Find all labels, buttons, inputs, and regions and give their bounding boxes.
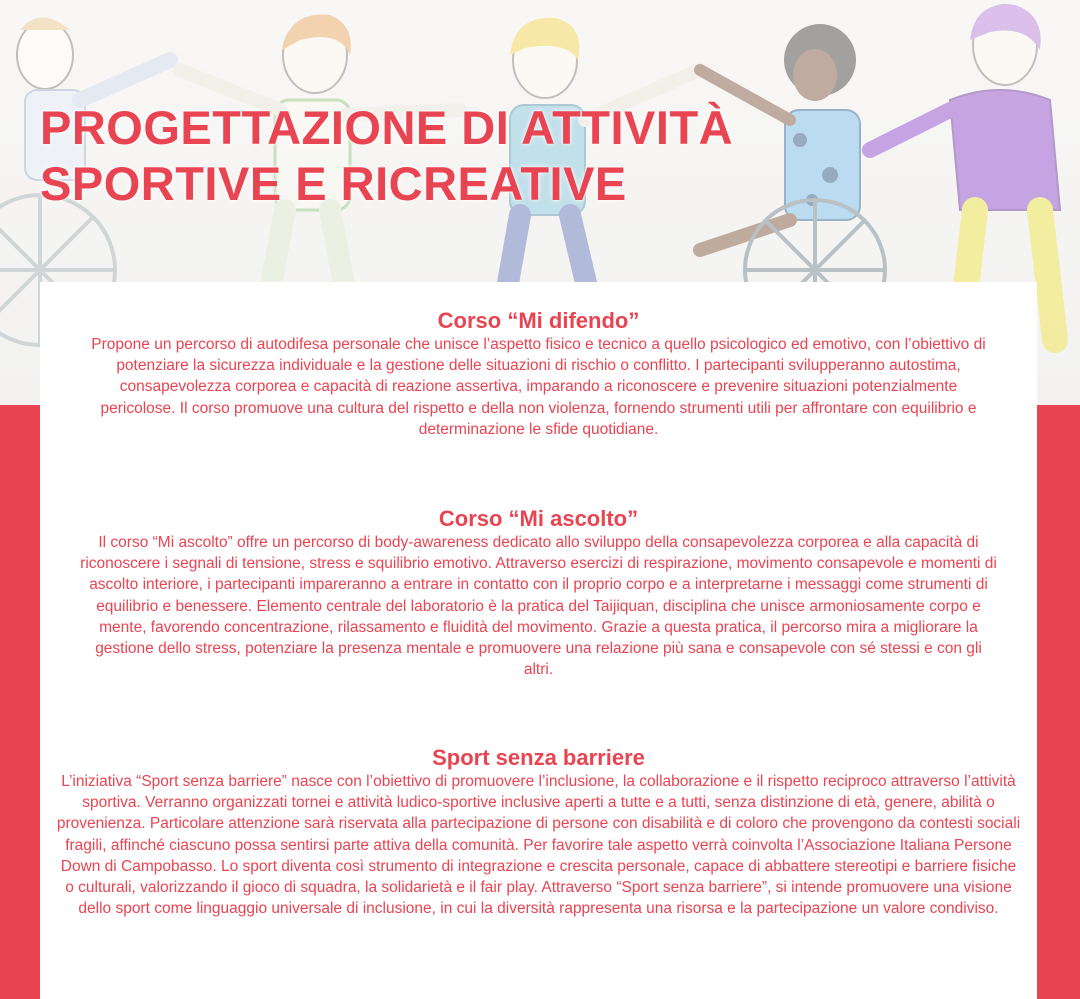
section-mi-difendo — [40, 308, 1037, 440]
title-line-1: PROGETTAZIONE DI ATTIVITÀ — [40, 101, 734, 154]
section-body: Propone un percorso di autodifesa personale che unisce l’aspetto fisico e tecnico a quello psicologico ed emotivo, con l’obiettivo di potenziare la sicurezza individuale e la gestione delle situazioni di rischio o conflitto. I partecipanti svilupperanno autostima, consapevolezza corporea e capacità di reazione assertiva, imparando a riconoscere e prevenire situazioni potenzialmente pericolose. Il corso promuove una cultura del rispetto e della non violenza, fornendo strumenti utili per affrontare con equilibrio e determinazione le sfide quotidiane. — [91, 336, 986, 438]
title-line-2: SPORTIVE E RICREATIVE — [40, 157, 627, 210]
section-title: Corso “Mi ascolto” — [438, 506, 639, 531]
section-sport-senza-barriere — [40, 745, 1037, 919]
page-title — [40, 100, 733, 212]
content-card — [40, 282, 1037, 999]
section-body: L’iniziativa “Sport senza barriere” nasce con l’obiettivo di promuovere l’inclusione, la collaborazione e il rispetto reciproco attraverso l’attività sportiva. Verranno organizzati tornei e attività ludico-sportive inclusive aperti a tutte e a tutti, senza distinzione di età, genere, abilità o provenienza. Particolare attenzione sarà riservata alla partecipazione di persone con disabilità e di coloro che provengono da contesti sociali fragili, affinché ciascuno possa sentirsi parte attiva della comunità. Per favorire tale aspetto verrà coinvolta l’Associazione Italiana Persone Down di Campobasso. Lo sport diventa così strumento di integrazione e crescita personale, capace di abbattere stereotipi e barriere fisiche o culturali, valorizzando il gioco di squadra, la solidarietà e il fair play. Attraverso “Sport senza barriere”, si intende promuovere una visione dello sport come linguaggio universale di inclusione, in cui la diversità rappresenta una risorsa e la partecipazione un valore condiviso. — [56, 773, 1021, 918]
section-title: Sport senza barriere — [432, 745, 645, 770]
section-body: Il corso “Mi ascolto” offre un percorso di body-awareness dedicato allo sviluppo della consapevolezza corporea e alla capacità di riconoscere i segnali di tensione, stress e squilibrio emotivo. Attraverso esercizi di respirazione, movimento consapevole e momenti di ascolto interiore, i partecipanti impareranno a entrare in contatto con il proprio corpo e a interpretarne i messaggi come strumenti di equilibrio e benessere. Elemento centrale del laboratorio è la pratica del Taijiquan, disciplina che unisce armoniosamente corpo e mente, favorendo concentrazione, rilassamento e fluidità del movimento. Grazie a questa pratica, il percorso mira a migliorare la gestione dello stress, potenziare la presenza mentale e promuovere una relazione più sana e consapevole con sé stessi e con gli altri. — [80, 534, 997, 679]
section-title: Corso “Mi difendo” — [437, 308, 640, 333]
section-mi-ascolto — [40, 506, 1037, 680]
